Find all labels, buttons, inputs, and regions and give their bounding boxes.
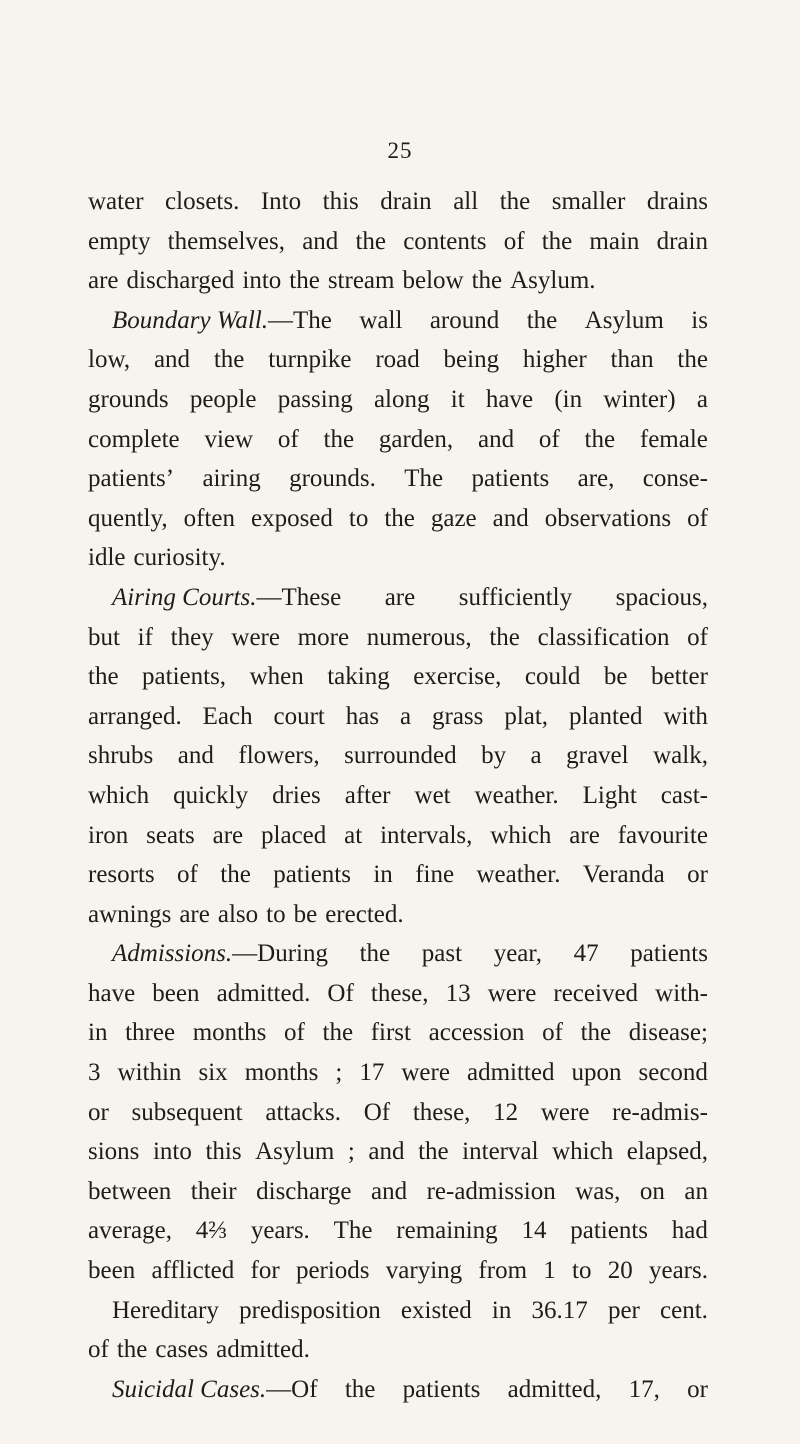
- word: cast-: [660, 781, 708, 809]
- word: 1: [543, 1257, 556, 1285]
- word: and: [492, 504, 529, 532]
- word: intervals,: [380, 821, 473, 849]
- word: of: [177, 861, 198, 889]
- word: the: [499, 188, 531, 215]
- word: are: [384, 583, 416, 611]
- word: road: [375, 346, 420, 374]
- word: to: [348, 504, 369, 532]
- word: patients: [471, 465, 550, 493]
- word: drain: [380, 188, 432, 215]
- word: The: [333, 1217, 373, 1245]
- word: has: [345, 702, 380, 730]
- word: 4⅔: [195, 1217, 228, 1245]
- word: of: [284, 1019, 305, 1047]
- word: fine: [415, 861, 455, 889]
- word: but: [88, 623, 120, 651]
- word: numerous,: [366, 623, 472, 651]
- word: re-admis-: [612, 1098, 708, 1126]
- word: female: [639, 425, 708, 453]
- word: and: [370, 1177, 408, 1205]
- word: (in: [554, 385, 583, 413]
- section-heading: Suicidal Cases.: [112, 1375, 267, 1403]
- word: grounds.: [289, 465, 376, 493]
- word: from: [478, 1257, 528, 1285]
- word: after: [344, 781, 391, 809]
- word: below: [402, 267, 464, 295]
- word: sions: [88, 1138, 140, 1166]
- word: airing: [202, 465, 261, 493]
- word: along: [373, 385, 430, 413]
- word: are: [569, 821, 600, 849]
- word: to: [266, 900, 286, 928]
- word: 13: [445, 979, 471, 1007]
- word: seats: [146, 821, 195, 849]
- word: observations: [544, 504, 672, 532]
- word: erected.: [325, 900, 404, 928]
- word: Of: [363, 1098, 391, 1126]
- word: ;: [347, 1138, 355, 1166]
- word: of: [277, 425, 299, 453]
- text-line: [88, 459, 708, 499]
- text-line: [88, 301, 708, 341]
- word: a: [530, 742, 542, 770]
- word: accession: [428, 1019, 525, 1047]
- word: of: [538, 425, 560, 453]
- word: and: [302, 227, 339, 255]
- word: three: [125, 1019, 176, 1047]
- text-line: [88, 182, 708, 222]
- word: the: [323, 425, 355, 453]
- word: the: [289, 267, 320, 295]
- word: Light: [582, 781, 637, 809]
- word: court: [273, 702, 325, 730]
- word: Hereditary: [112, 1296, 219, 1324]
- text-line: [88, 1251, 708, 1291]
- word: garden,: [378, 425, 454, 453]
- word: admitted: [466, 1059, 555, 1087]
- word: cases: [155, 1336, 209, 1364]
- word: were: [231, 623, 280, 651]
- word: patients: [630, 940, 708, 968]
- word: and: [477, 425, 515, 453]
- word: the: [116, 1336, 148, 1364]
- word: conse-: [642, 465, 708, 493]
- word: of: [687, 623, 708, 651]
- word: admitted.: [216, 979, 311, 1007]
- word: the: [471, 267, 503, 295]
- text-line: [88, 657, 708, 697]
- word: varying: [385, 1257, 463, 1285]
- word: favourite: [617, 821, 708, 849]
- word: often: [183, 504, 235, 532]
- word: the: [418, 1138, 449, 1166]
- word: turnpike: [268, 346, 352, 374]
- word: patients’: [88, 465, 175, 493]
- word: plat,: [504, 702, 549, 730]
- text-line: [88, 1053, 708, 1093]
- word: their: [190, 1177, 237, 1205]
- word: elapsed,: [626, 1138, 708, 1166]
- heading-run: [112, 301, 332, 341]
- word: an: [684, 1177, 708, 1205]
- word: winter): [603, 385, 676, 413]
- word: people: [189, 385, 257, 413]
- word: of: [542, 1019, 563, 1047]
- word: are: [212, 821, 244, 849]
- text-line: [88, 380, 708, 420]
- word: in: [491, 1296, 512, 1324]
- word: arranged.: [88, 702, 182, 730]
- word: the: [526, 306, 558, 334]
- word: discharged: [126, 267, 235, 295]
- word: which: [88, 781, 150, 809]
- word: closets.: [165, 188, 240, 215]
- word: —The: [268, 306, 332, 334]
- text-line: [88, 1093, 708, 1133]
- word: wall: [359, 306, 403, 334]
- word: and: [153, 346, 191, 374]
- word: at: [344, 821, 363, 849]
- text-line: [88, 934, 708, 974]
- word: were: [487, 979, 537, 1007]
- word: Of: [327, 979, 354, 1007]
- word: into: [242, 267, 282, 295]
- word: Each: [202, 702, 253, 730]
- word: or: [88, 1098, 109, 1126]
- word: admitted,: [507, 1375, 602, 1403]
- word: patients: [273, 861, 351, 889]
- word: all: [453, 188, 479, 215]
- heading-run: [112, 578, 341, 618]
- word: walk,: [653, 742, 708, 770]
- word: placed: [261, 821, 327, 849]
- word: weather.: [474, 781, 559, 809]
- text-line: [88, 1370, 708, 1410]
- word: by: [481, 742, 507, 770]
- text-line: [88, 816, 708, 856]
- word: interval: [462, 1138, 539, 1166]
- word: six: [198, 1059, 228, 1087]
- word: The: [404, 465, 444, 493]
- word: the: [584, 425, 616, 453]
- word: 36.17: [531, 1296, 588, 1324]
- word: and: [368, 1138, 405, 1166]
- word: is: [691, 306, 708, 334]
- heading-run: [112, 1370, 318, 1410]
- page-number: 25: [387, 138, 413, 163]
- word: weather.: [476, 861, 561, 889]
- word: idle: [88, 544, 126, 572]
- word: Into: [260, 188, 302, 215]
- text-line: [88, 1330, 708, 1370]
- word: 3: [88, 1059, 101, 1087]
- section-heading: Airing Courts.: [112, 583, 257, 611]
- word: been: [88, 1257, 136, 1285]
- word: contents: [403, 227, 487, 255]
- word: be: [603, 663, 628, 691]
- word: into: [152, 1138, 192, 1166]
- word: empty: [88, 227, 151, 255]
- word: than: [610, 346, 654, 374]
- word: low,: [88, 346, 131, 374]
- word: water: [88, 188, 144, 215]
- word: surrounded: [344, 742, 457, 770]
- word: they: [170, 623, 214, 651]
- word: the: [355, 227, 387, 255]
- word: afflicted: [151, 1257, 235, 1285]
- word: disease;: [628, 1019, 708, 1047]
- word: average,: [88, 1217, 172, 1245]
- text-line: [88, 538, 708, 578]
- word: —During: [232, 940, 328, 968]
- word: Veranda: [582, 861, 665, 889]
- word: the: [344, 1375, 376, 1403]
- word: of: [687, 504, 708, 532]
- text-line: [88, 222, 708, 262]
- word: ;: [335, 1059, 343, 1087]
- word: spacious,: [615, 583, 708, 611]
- text-line: [88, 776, 708, 816]
- word: gravel: [566, 742, 629, 770]
- word: within: [117, 1059, 182, 1087]
- word: this: [205, 1138, 242, 1166]
- word: —Of: [266, 1375, 318, 1403]
- word: years.: [648, 1257, 708, 1285]
- word: or: [687, 861, 708, 889]
- section-heading: Admissions.: [112, 940, 233, 968]
- word: of: [503, 227, 525, 255]
- word: past: [421, 940, 463, 968]
- body-text: [88, 182, 708, 1409]
- word: around: [429, 306, 500, 334]
- word: months: [192, 1019, 267, 1047]
- text-line: [88, 499, 708, 539]
- word: view: [204, 425, 254, 453]
- text-line: [88, 420, 708, 460]
- word: drain: [656, 227, 708, 255]
- word: patients,: [142, 663, 227, 691]
- word: it: [450, 385, 465, 413]
- text-line: [88, 1013, 708, 1053]
- word: smaller: [551, 188, 626, 215]
- text-line: [88, 1132, 708, 1172]
- word: per: [607, 1296, 640, 1324]
- word: attacks.: [265, 1098, 342, 1126]
- word: are,: [577, 465, 615, 493]
- word: a: [696, 385, 708, 413]
- word: the: [489, 623, 520, 651]
- word: dries: [272, 781, 321, 809]
- word: a: [400, 702, 412, 730]
- word: which: [490, 821, 552, 849]
- word: stream: [327, 267, 395, 295]
- text-line: [88, 261, 708, 301]
- word: for: [250, 1257, 280, 1285]
- word: are: [179, 900, 210, 928]
- word: admitted.: [216, 1336, 310, 1364]
- word: drains: [646, 188, 708, 215]
- word: the: [213, 346, 245, 374]
- word: 47: [573, 940, 599, 968]
- word: could: [524, 663, 581, 691]
- word: first: [370, 1019, 411, 1047]
- word: 17: [359, 1059, 385, 1087]
- text-line: [88, 578, 708, 618]
- text-line: [88, 340, 708, 380]
- word: received: [553, 979, 639, 1007]
- word: months: [244, 1059, 319, 1087]
- word: to: [572, 1257, 592, 1285]
- word: re-admission: [426, 1177, 556, 1205]
- word: which: [552, 1138, 614, 1166]
- word: planted: [568, 702, 643, 730]
- word: patients: [570, 1217, 648, 1245]
- word: was,: [575, 1177, 621, 1205]
- word: gaze: [430, 504, 477, 532]
- text-line: [88, 1291, 708, 1331]
- word: with: [663, 702, 708, 730]
- word: with-: [655, 979, 708, 1007]
- word: better: [651, 663, 708, 691]
- word: cent.: [660, 1296, 708, 1324]
- word: Asylum.: [510, 267, 596, 295]
- text-line: [88, 697, 708, 737]
- word: Asylum: [584, 306, 664, 334]
- word: grounds: [88, 385, 169, 413]
- word: 20: [607, 1257, 633, 1285]
- word: quickly: [173, 781, 249, 809]
- word: periods: [295, 1257, 370, 1285]
- word: when: [249, 663, 304, 691]
- text-line: [88, 974, 708, 1014]
- text-line: [88, 895, 708, 935]
- word: awnings: [88, 900, 172, 928]
- word: flowers,: [238, 742, 320, 770]
- word: —These: [256, 583, 342, 611]
- word: this: [322, 188, 359, 215]
- text-line: [88, 736, 708, 776]
- word: predisposition: [239, 1296, 381, 1324]
- word: the: [541, 227, 573, 255]
- word: complete: [88, 425, 180, 453]
- word: had: [671, 1217, 708, 1245]
- word: shrubs: [88, 742, 154, 770]
- word: discharge: [256, 1177, 352, 1205]
- word: on: [639, 1177, 665, 1205]
- word: of: [88, 1336, 109, 1364]
- word: the: [220, 861, 251, 889]
- word: be: [293, 900, 318, 928]
- word: patients: [402, 1375, 481, 1403]
- word: main: [589, 227, 640, 255]
- word: the: [359, 940, 391, 968]
- word: the: [677, 346, 708, 374]
- word: iron: [88, 821, 129, 849]
- text-line: [88, 1211, 708, 1251]
- word: are: [88, 267, 119, 295]
- word: were: [401, 1059, 450, 1087]
- text-line: [88, 855, 708, 895]
- word: been: [152, 979, 200, 1007]
- word: being: [443, 346, 500, 374]
- word: exercise,: [413, 663, 502, 691]
- word: quently,: [88, 504, 168, 532]
- word: the: [580, 1019, 612, 1047]
- word: 17,: [628, 1375, 660, 1403]
- word: second: [638, 1059, 708, 1087]
- word: taking: [327, 663, 390, 691]
- word: remaining: [396, 1217, 498, 1245]
- word: classification: [537, 623, 670, 651]
- word: years.: [250, 1217, 310, 1245]
- word: were: [540, 1098, 590, 1126]
- word: wet: [414, 781, 451, 809]
- word: more: [297, 623, 350, 651]
- word: these,: [412, 1098, 471, 1126]
- word: 14: [521, 1217, 547, 1245]
- word: and: [177, 742, 214, 770]
- section-heading: Boundary Wall.: [112, 306, 269, 334]
- word: themselves,: [167, 227, 286, 255]
- word: exposed: [250, 504, 333, 532]
- word: subsequent: [131, 1098, 243, 1126]
- heading-run: [112, 934, 328, 974]
- word: curiosity.: [133, 544, 226, 572]
- word: these,: [370, 979, 429, 1007]
- word: have: [485, 385, 534, 413]
- word: grass: [432, 702, 484, 730]
- word: higher: [522, 346, 587, 374]
- word: the: [322, 1019, 354, 1047]
- word: resorts: [88, 861, 155, 889]
- word: have: [88, 979, 136, 1007]
- word: in: [373, 861, 393, 889]
- word: also: [217, 900, 259, 928]
- word: Asylum: [255, 1138, 335, 1166]
- word: 12: [493, 1098, 519, 1126]
- word: the: [384, 504, 415, 532]
- word: if: [137, 623, 153, 651]
- word: year,: [493, 940, 542, 968]
- word: sufficiently: [458, 583, 573, 611]
- word: between: [88, 1177, 172, 1205]
- word: existed: [400, 1296, 472, 1324]
- word: in: [88, 1019, 108, 1047]
- word: or: [687, 1375, 708, 1403]
- text-line: [88, 618, 708, 658]
- word: passing: [277, 385, 353, 413]
- word: upon: [571, 1059, 622, 1087]
- word: the: [88, 663, 119, 691]
- text-line: [88, 1172, 708, 1212]
